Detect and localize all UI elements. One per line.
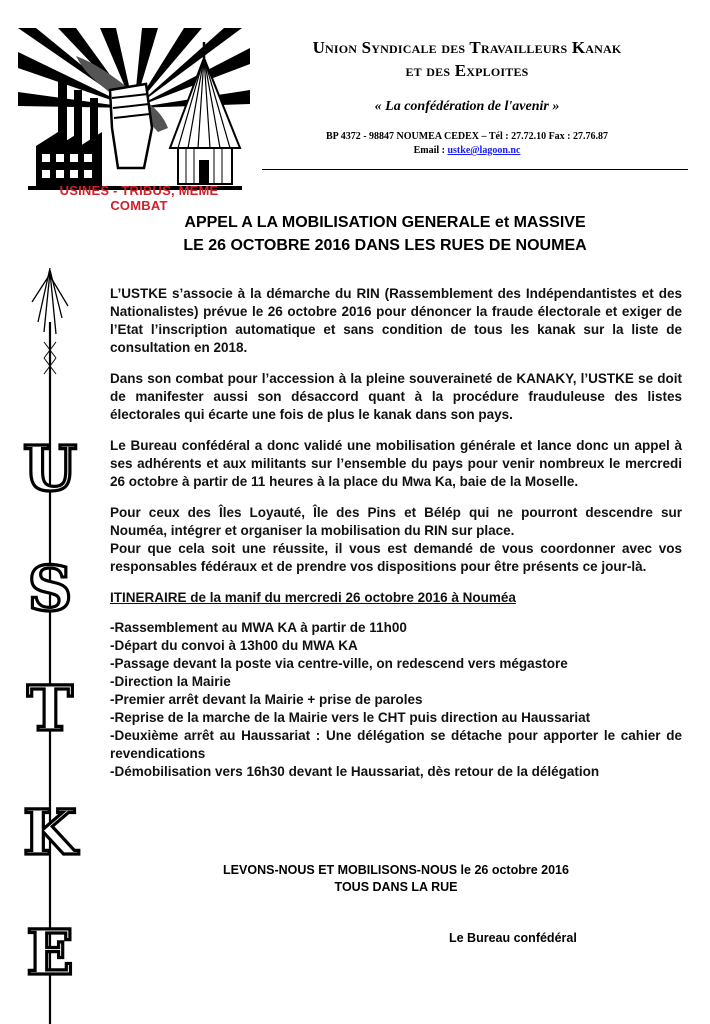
- paragraph-intro: L’USTKE s’associe à la démarche du RIN (Rassemblement des Indépendantistes et des Nationalistes) prévue le 26 octobre 2016 pour dénoncer la fraude électorale et exiger de l’Etat l’inscription automatique et sans condition de tous les kanak sur la liste de consultation en 2018.: [110, 286, 682, 355]
- organization-name: [252, 36, 682, 82]
- email-label: Email :: [413, 145, 448, 156]
- ustke-spear-art: [10, 262, 90, 1024]
- list-item: -Démobilisation vers 16h30 devant le Haussariat, dès retour de la délégation: [110, 764, 600, 779]
- itinerary-heading: ITINERAIRE de la manif du mercredi 26 octobre 2016 à Nouméa: [110, 590, 516, 605]
- closing-call: [110, 862, 682, 896]
- list-item: -Deuxième arrêt au Haussariat : Une délégation se détache pour apporter le cahier de revendications: [110, 728, 682, 761]
- list-item: -Premier arrêt devant la Mairie + prise de paroles: [110, 692, 423, 707]
- email-link[interactable]: ustke@lagoon.nc: [447, 145, 521, 156]
- side-letter-k: K: [23, 796, 77, 869]
- paragraph-bureau: Le Bureau confédéral a donc validé une mobilisation générale et lance donc un appel à ses adhérents et aux militants sur l’ensemble du pays pour venir nombreux le mercredi 26 octobre à partir de 11 heures à la place du Mwa Ka, baie de la Moselle.: [110, 438, 682, 489]
- itinerary-list: [110, 619, 682, 781]
- list-item: -Direction la Mairie: [110, 674, 231, 689]
- paragraph-combat: Dans son combat pour l’accession à la pleine souveraineté de KANAKY, l’USTKE se doit de manifester aussi son désaccord quant à la procédure frauduleuse des listes électorales qui écarte une fois de plus le kanak dans son pays.: [110, 371, 682, 422]
- list-item: -Rassemblement au MWA KA à partir de 11h00: [110, 620, 407, 635]
- motto: « La confédération de l'avenir »: [374, 99, 560, 114]
- postal-address: BP 4372 - 98847 NOUMEA CEDEX – Tél : 27.72.10 Fax : 27.76.87: [325, 131, 609, 142]
- org-line-2: et des Exploites: [405, 61, 529, 80]
- list-item: -Passage devant la poste via centre-ville, on redescend vers mégastore: [110, 656, 568, 671]
- side-letter-t: T: [26, 672, 74, 745]
- closing-line-1: LEVONS-NOUS ET MOBILISONS-NOUS le 26 octobre 2016: [223, 863, 569, 877]
- list-item: -Reprise de la marche de la Mairie vers le CHT puis direction au Haussariat: [110, 710, 591, 725]
- email-line: [252, 144, 682, 158]
- ustke-logo: [18, 28, 250, 203]
- paragraph-coordination: Pour que cela soit une réussite, il vous est demandé de vous coordonner avec vos responsables fédéraux et de prendre vos dispositions pour être présents ce jour-là.: [110, 541, 682, 574]
- org-line-1: Union Syndicale des Travailleurs Kanak: [312, 38, 622, 57]
- logo-caption: USINES - TRIBUS, MEME COMBAT: [59, 183, 219, 213]
- side-letter-u: U: [22, 432, 78, 505]
- side-letter-s: S: [27, 552, 73, 625]
- letter-body: [110, 285, 682, 781]
- paragraph-islands: Pour ceux des Îles Loyauté, Île des Pins et Bélép qui ne pourront descendre sur Nouméa, intégrer et organiser la mobilisation du RIN sur place.: [110, 505, 682, 538]
- title-line-2: LE 26 OCTOBRE 2016 DANS LES RUES DE NOUMEA: [183, 237, 587, 254]
- list-item: -Départ du convoi à 13h00 du MWA KA: [110, 638, 358, 653]
- header-divider: [262, 169, 688, 170]
- title-line-1: APPEL A LA MOBILISATION GENERALE et MASSIVE: [184, 214, 586, 231]
- signature: Le Bureau confédéral: [449, 931, 577, 945]
- contact-block: [252, 130, 682, 158]
- closing-line-2: TOUS DANS LA RUE: [334, 880, 458, 894]
- side-letter-e: E: [26, 916, 74, 989]
- page-title: [60, 211, 710, 257]
